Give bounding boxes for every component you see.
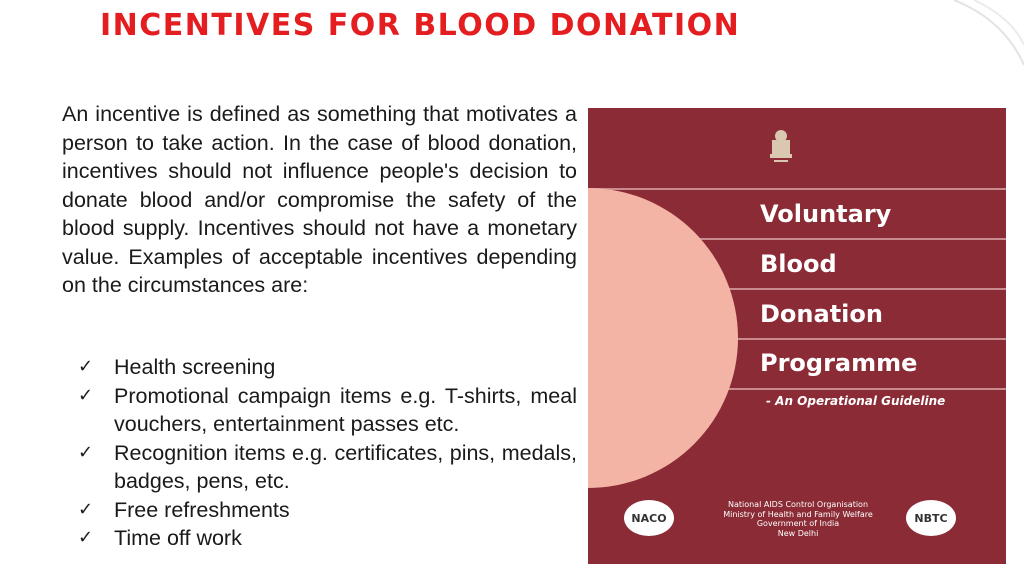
slide-title: INCENTIVES FOR BLOOD DONATION <box>100 8 741 43</box>
checkmark-icon: ✓ <box>78 356 94 377</box>
list-item <box>62 353 577 382</box>
cover-title-line: Blood <box>760 250 837 278</box>
list-item-text: Recognition items e.g. certificates, pins, medals, badges, pens, etc. <box>114 440 577 493</box>
list-item <box>62 382 577 439</box>
checkmark-icon: ✓ <box>78 498 94 520</box>
incentives-list <box>62 353 577 553</box>
book-cover-image <box>588 108 1006 564</box>
cover-title-line: Donation <box>760 300 883 328</box>
list-item <box>62 496 577 525</box>
checkmark-icon: ✓ <box>78 384 94 406</box>
decorative-circle <box>588 188 738 488</box>
publisher-line: Government of India <box>756 519 840 528</box>
list-item-text: Free refreshments <box>114 497 290 522</box>
list-item-text: Health screening <box>114 355 276 379</box>
intro-paragraph: An incentive is defined as something that motivates a person to take action. In the case of blood donation, incentives should not influence people's decision to donate blood and/or compromise the safety of the blood supply. Incentives should not have a monetary value. Examples of acceptable incentives depending on the circumstances are: <box>62 102 577 297</box>
cover-subtitle: - An Operational Guideline <box>766 394 946 408</box>
national-emblem-icon <box>766 126 796 166</box>
cover-title-line: Voluntary <box>760 200 892 228</box>
publisher-line: National AIDS Control Organisation <box>727 500 869 509</box>
list-item-text: Time off work <box>114 526 242 550</box>
publisher-line: New Delhi <box>777 528 819 538</box>
publisher-info <box>678 500 918 538</box>
publisher-line: Ministry of Health and Family Welfare <box>723 509 873 519</box>
divider <box>588 188 1006 190</box>
checkmark-icon: ✓ <box>78 527 94 548</box>
checkmark-icon: ✓ <box>78 441 94 463</box>
list-item <box>62 524 577 553</box>
corner-decoration <box>944 0 1024 70</box>
list-item-text: Promotional campaign items e.g. T-shirts, meal vouchers, entertainment passes etc. <box>114 383 577 436</box>
nbtc-logo: NBTC <box>906 500 956 536</box>
list-item <box>62 439 577 496</box>
cover-title-line: Programme <box>760 349 918 377</box>
naco-logo: NACO <box>624 500 674 536</box>
